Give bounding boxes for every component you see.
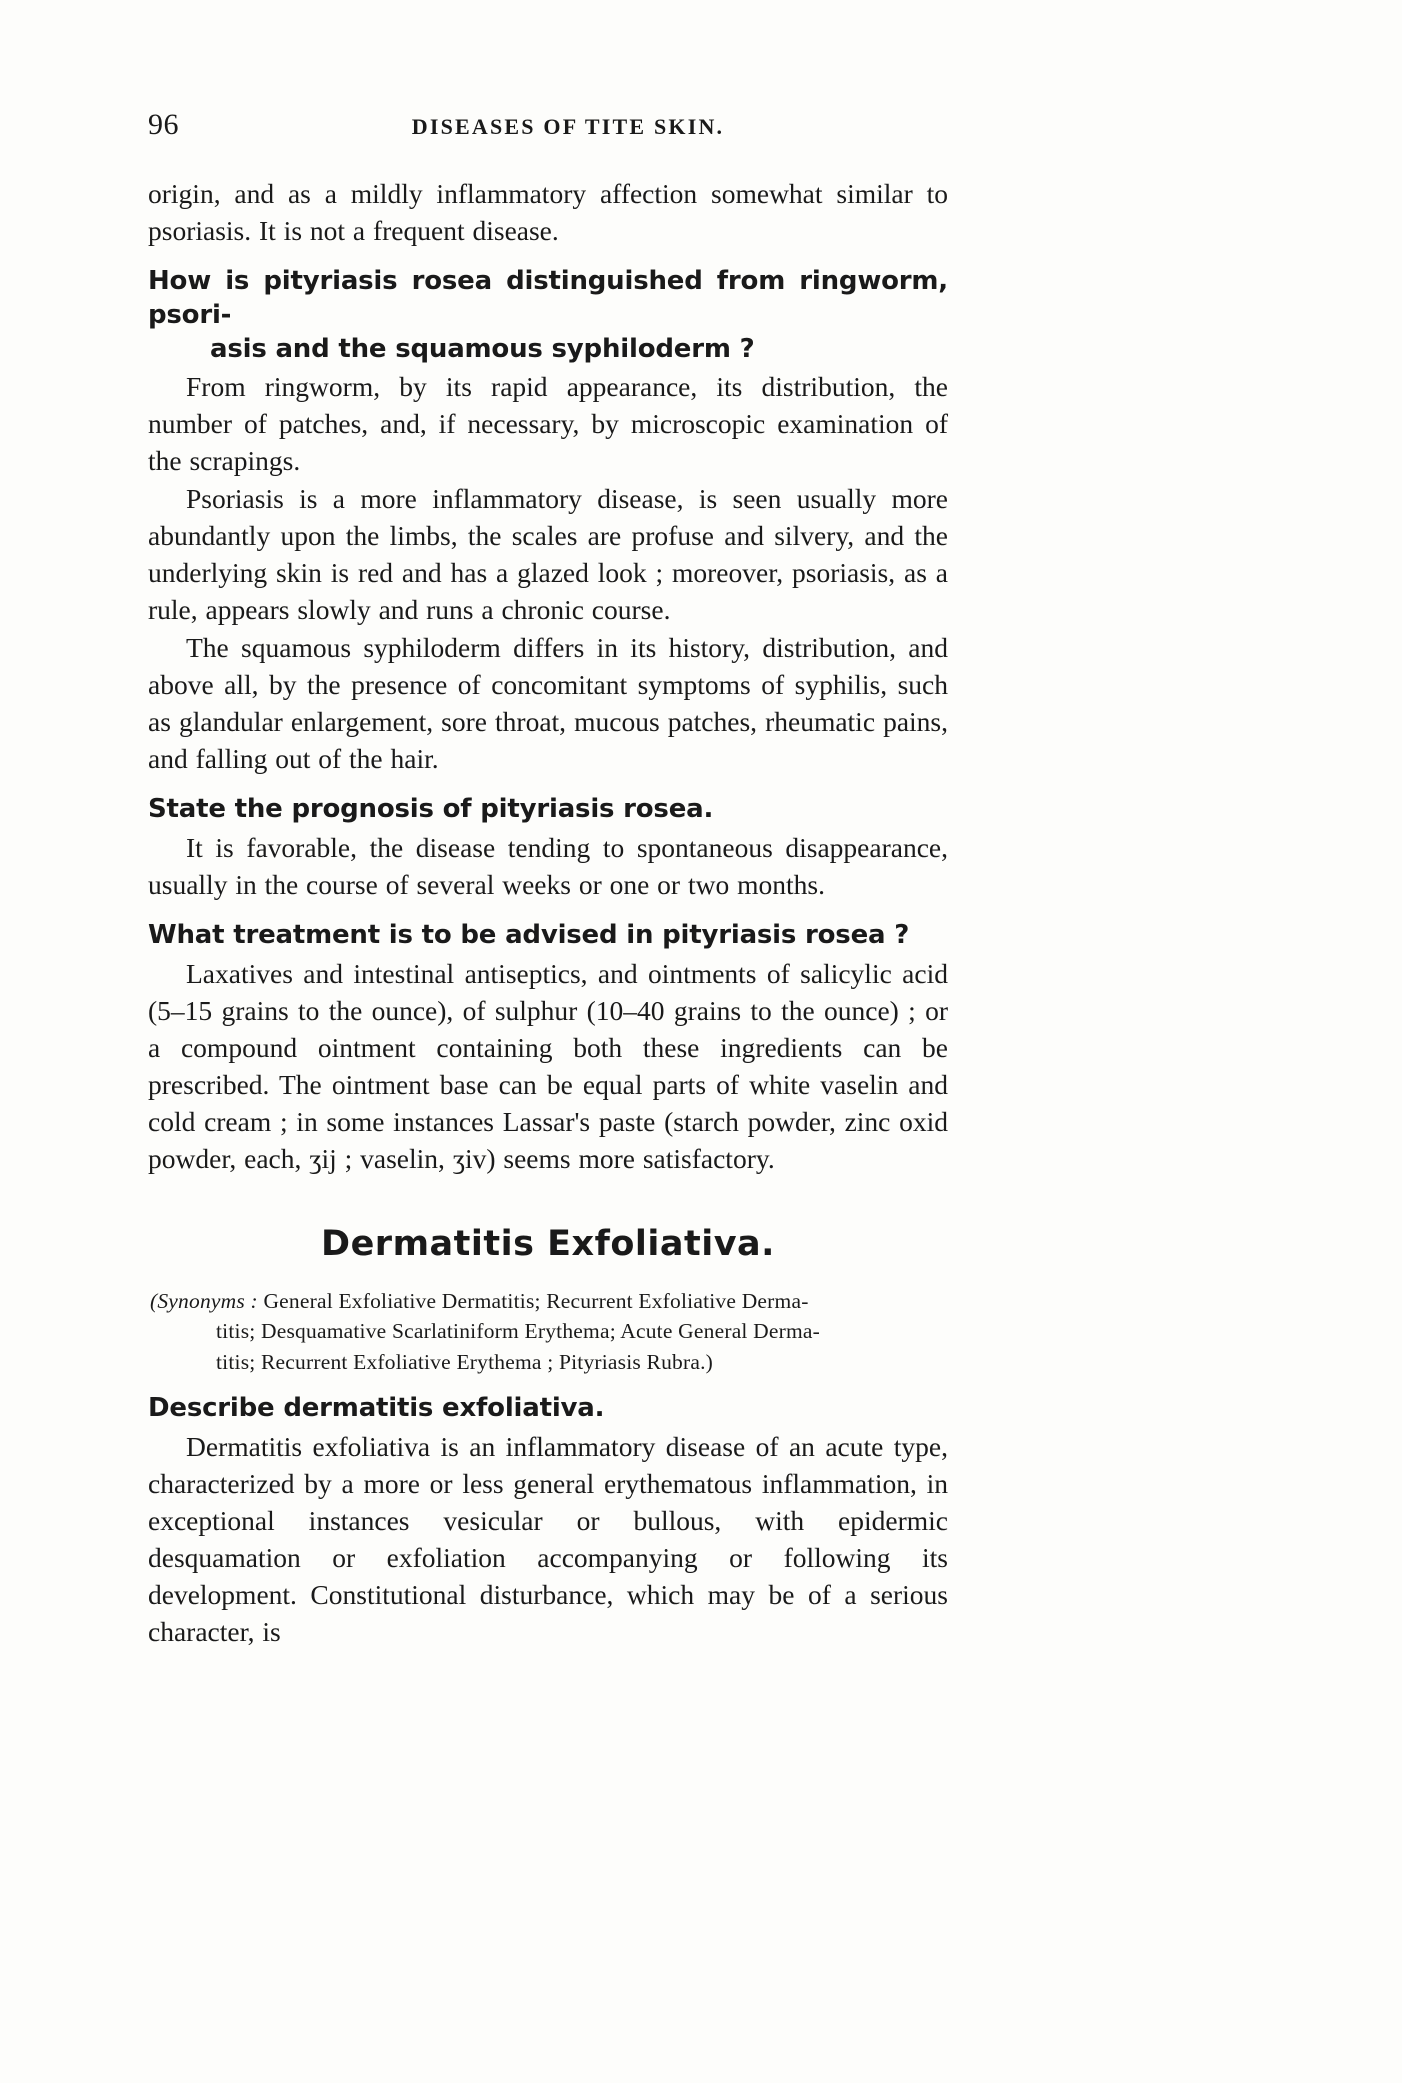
question-heading-1 [148, 265, 948, 366]
section-title: Dermatitis Exfoliativa. [321, 1223, 775, 1264]
answer-1-paragraph-3: The squamous syphiloderm differs in its history, distribution, and above all, by the presence of concomitant symptoms of syphilis, such as glandular enlargement, sore throat, mucous patches, rheumatic pains, and falling out of the hair. [148, 632, 948, 775]
answer-1-paragraph-1: From ringworm, by its rapid appearance, its distribution, the number of patches, and, if necessary, by microscopic examination of the scrapings. [148, 371, 948, 477]
answer-2-paragraph: It is favorable, the disease tending to spontaneous disappearance, usually in the course of several weeks or one or two months. [148, 831, 948, 900]
answer-4-paragraph: Dermatitis exfoliativa is an inflammatory disease of an acute type, characterized by a more or less general erythematous inflammation, in exceptional instances vesicular or bullous, with epidermic desquamation or exfoliation accompanying or following its development. Constitutional disturbance, which may be of a serious character, is [148, 1431, 948, 1647]
synonyms-line-1: General Exfoliative Dermatitis; Recurrent Exfoliative Derma- [257, 1288, 809, 1313]
question-heading-1-line1: How is pityriasis rosea distinguished from ringworm, psori- [148, 265, 948, 330]
question-heading-3: What treatment is to be advised in pityriasis rosea ? [148, 919, 910, 950]
synonyms-block [148, 1286, 948, 1378]
question-heading-1-line2: asis and the squamous syphiloderm ? [210, 333, 755, 364]
page-content [148, 108, 948, 1652]
running-head-title: DISEASES OF TITE SKIN. [411, 114, 725, 139]
question-heading-4: Describe dermatitis exfoliativa. [148, 1393, 605, 1424]
answer-3-paragraph: Laxatives and intestinal antiseptics, and ointments of salicylic acid (5–15 grains to the ounce), of sulphur (10–40 grains to the ounce) ; or a compound ointment containing both these ingredients can be prescribed. The ointment base can be equal parts of white vaselin and cold cream ; in some instances Lassar's paste (starch powder, zinc oxid powder, each, ʒij ; vaselin, ʒiv) seems more satisfactory. [148, 957, 948, 1174]
paragraph-continued: origin, and as a mildly inflammatory affection somewhat similar to psoriasis. It is not a frequent disease. [148, 178, 948, 246]
synonyms-line-2: titis; Desquamative Scarlatiniform Erythema; Acute General Derma- [216, 1319, 821, 1344]
synonyms-label: (Synonyms : [150, 1288, 258, 1313]
running-head [148, 108, 948, 142]
question-heading-2: State the prognosis of pityriasis rosea. [148, 794, 714, 825]
synonyms-line-3: titis; Recurrent Exfoliative Erythema ; Pityriasis Rubra.) [216, 1349, 714, 1374]
page-number: 96 [148, 108, 179, 141]
answer-1-paragraph-2: Psoriasis is a more inflammatory disease, is seen usually more abundantly upon the limbs, the scales are profuse and silvery, and the underlying skin is red and has a glazed look ; moreover, psoriasis, as a rule, appears slowly and runs a chronic course. [148, 483, 948, 626]
